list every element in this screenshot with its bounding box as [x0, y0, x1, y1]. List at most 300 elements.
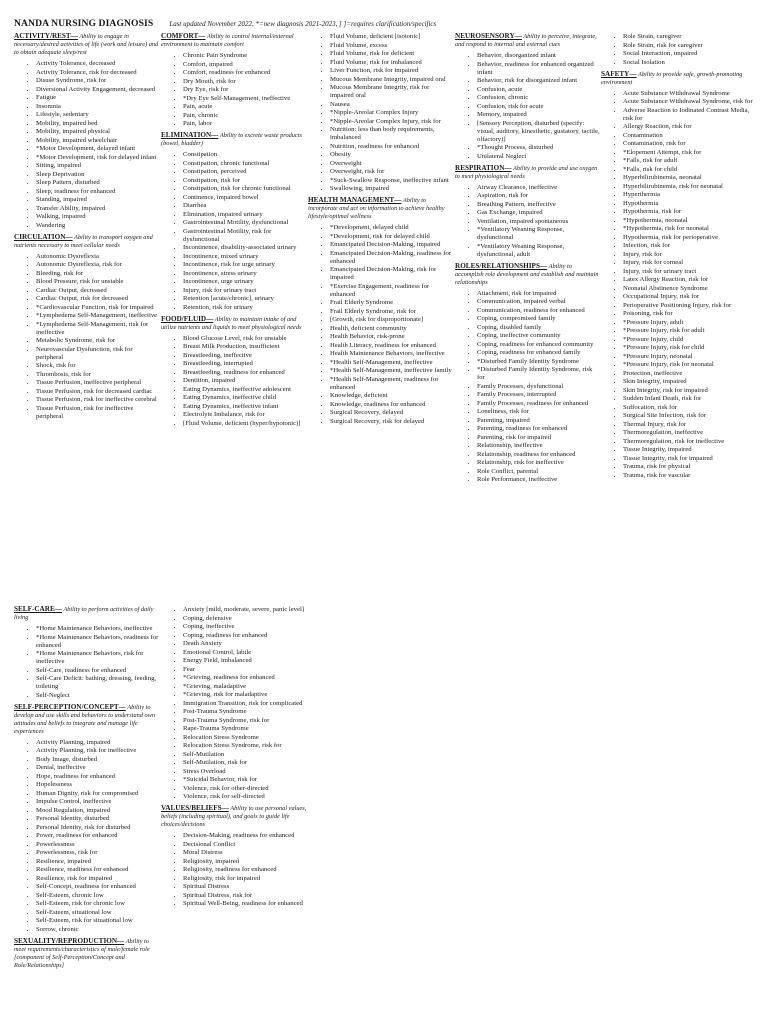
diagnosis-item: • Relationship, risk for ineffective — [477, 459, 601, 467]
diagnosis-item: • *Pressure Injury, child — [623, 336, 753, 344]
diagnosis-section — [161, 804, 307, 908]
diagnosis-section — [161, 131, 307, 312]
diagnosis-item: • Mobility, impaired bed — [36, 120, 160, 128]
diagnosis-item: • Gas Exchange, impaired — [477, 209, 601, 217]
diagnosis-item: • *Suicidal Behavior, risk for — [183, 776, 307, 784]
diagnosis-item: • Acute Substance Withdrawal Syndrome — [623, 90, 753, 98]
diagnosis-item: • Cardiac Output, decreased — [36, 287, 160, 295]
diagnosis-item: • Ventilation, impaired spontaneous — [477, 218, 601, 226]
diagnosis-item: • Autonomic Dysreflexia — [36, 253, 160, 261]
diagnosis-item: • Shock, risk for — [36, 362, 160, 370]
diagnosis-item: • Self-Care, readiness for enhanced — [36, 667, 160, 675]
section-heading: SEXUALITY/REPRODUCTION— — [14, 936, 125, 945]
diagnosis-item: • Overweight — [330, 160, 454, 168]
diagnosis-item: • Emancipated Decision-Making, readiness for enhanced — [330, 250, 454, 266]
diagnosis-item: • Acute Substance Withdrawal Syndrome, risk for — [623, 98, 753, 106]
diagnosis-item: • Relationship, ineffective — [477, 442, 601, 450]
diagnosis-section — [601, 70, 753, 480]
section-heading: NEUROSENSORY— — [455, 32, 522, 40]
diagnosis-item: • Sorrow, chronic — [36, 926, 160, 934]
diagnosis-item: • Tissue Integrity, impaired — [623, 446, 753, 454]
diagnosis-item: • Activity Planning, risk for ineffective — [36, 747, 160, 755]
diagnosis-item: • Coping, readiness for enhanced — [183, 632, 307, 640]
diagnosis-item: • Fear — [183, 666, 307, 674]
diagnosis-item: • Hypothermia, risk for — [623, 208, 753, 216]
diagnosis-item: • Power, readiness for enhanced — [36, 832, 160, 840]
diagnosis-item: • Confusion, acute — [477, 86, 601, 94]
diagnosis-item: • Breastfeeding, readiness for enhanced — [183, 369, 307, 377]
column-1 — [14, 30, 160, 424]
diagnosis-list — [14, 60, 160, 230]
diagnosis-item: • Hyperthermia — [623, 191, 753, 199]
diagnosis-item: • Blood Glucose Level, risk for unstable — [183, 335, 307, 343]
diagnosis-item: • Knowledge, deficient — [330, 392, 454, 400]
diagnosis-item: • Standing, impaired — [36, 196, 160, 204]
section-description: Ability to provide and use oxygen to meet physiological needs — [455, 164, 598, 180]
diagnosis-item: • Confusion, chronic — [477, 94, 601, 102]
section-heading: SELF-PERCEPTION/CONCEPT— — [14, 702, 126, 711]
diagnosis-list — [161, 151, 307, 312]
diagnosis-item: • Breathing Pattern, ineffective — [477, 201, 601, 209]
diagnosis-item: • Thermal Injury, risk for — [623, 421, 753, 429]
diagnosis-item: • Powerlessness — [36, 841, 160, 849]
section-header — [161, 131, 307, 148]
diagnosis-item: • Activity Tolerance, risk for decreased — [36, 69, 160, 77]
diagnosis-item: • *Ventilatory Weaning Response, dysfunctional — [477, 226, 601, 242]
diagnosis-item: • Blood Pressure, risk for unstable — [36, 278, 160, 286]
diagnosis-item: • Energy Field, imbalanced — [183, 657, 307, 665]
diagnosis-item: • Pain, acute — [183, 103, 307, 111]
diagnosis-item: • Airway Clearance, ineffective — [477, 184, 601, 192]
section-header — [161, 32, 307, 49]
diagnosis-item: • Sudden Infant Death, risk for — [623, 395, 753, 403]
diagnosis-item: • Dry Mouth, risk for — [183, 78, 307, 86]
section-header — [455, 32, 601, 49]
diagnosis-item: • Hopelessness — [36, 781, 160, 789]
diagnosis-item: • Human Dignity, risk for compromised — [36, 790, 160, 798]
section-heading: ACTIVITY/REST— — [14, 32, 78, 40]
section-heading: FOOD/FLUID— — [161, 314, 214, 323]
diagnosis-item: • Gastrointestinal Motility, risk for dysfunctional — [183, 228, 307, 244]
diagnosis-section — [601, 33, 753, 67]
section-heading: HEALTH MANAGEMENT— — [308, 196, 402, 204]
diagnosis-item: • *Pressure Injury, risk for child — [623, 344, 753, 352]
diagnosis-item: • Surgical Recovery, delayed — [330, 409, 454, 417]
diagnosis-item: • Parenting, impaired — [477, 417, 601, 425]
diagnosis-item: • Fatigue — [36, 94, 160, 102]
diagnosis-item: • Incontinence, stress urinary — [183, 270, 307, 278]
diagnosis-item: • Body Image, disturbed — [36, 756, 160, 764]
diagnosis-item: • *Home Maintenance Behaviors, readiness for enhanced — [36, 634, 160, 650]
diagnosis-item: • Incontinence, disability-associated urinary — [183, 244, 307, 252]
diagnosis-item: • Cardiac Output, risk for decreased — [36, 295, 160, 303]
diagnosis-item: • Sleep Pattern, disturbed — [36, 179, 160, 187]
diagnosis-item: • *Thought Process, disturbed — [477, 144, 601, 152]
diagnosis-list — [14, 625, 160, 700]
column-4 — [455, 30, 601, 487]
diagnosis-section — [308, 196, 454, 426]
diagnosis-item: • Eating Dynamics, ineffective child — [183, 394, 307, 402]
diagnosis-item: • Personal Identity, risk for disturbed — [36, 824, 160, 832]
diagnosis-item: • Decision-Making, readiness for enhanced — [183, 832, 307, 840]
diagnosis-item: • Anxiety [mild, moderate, severe, panic level] — [183, 606, 307, 614]
section-description: Ability to excrete waste products (bowel, bladder) — [161, 132, 302, 147]
diagnosis-item: • Health Behavior, risk-prone — [330, 333, 454, 341]
section-heading: SAFETY— — [601, 69, 637, 78]
diagnosis-item: • Tissue Perfusion, risk for ineffective cerebral — [36, 396, 160, 404]
diagnosis-item: • Diarrhea — [183, 202, 307, 210]
diagnosis-item: • Constipation, risk for — [183, 177, 307, 185]
diagnosis-item: • Emancipated Decision-Making, impaired — [330, 241, 454, 249]
section-header — [161, 804, 307, 829]
diagnosis-item: • Swallowing, impaired — [330, 185, 454, 193]
diagnosis-item: • Retention, risk for urinary — [183, 304, 307, 312]
diagnosis-list — [161, 335, 307, 428]
diagnosis-item: • *Pressure Injury, risk for adult — [623, 327, 753, 335]
diagnosis-item: • *Grieving, maladaptive — [183, 683, 307, 691]
diagnosis-item: • Constipation, chronic functional — [183, 160, 307, 168]
diagnosis-item: • *Nipple-Areolar Complex Injury, risk for — [330, 118, 454, 126]
diagnosis-item: • Injury, risk for urinary tract — [183, 287, 307, 295]
diagnosis-item: • Role Strain, caregiver — [623, 33, 753, 41]
diagnosis-item: • *Motor Development, delayed infant — [36, 145, 160, 153]
diagnosis-item: • Stress Overload — [183, 768, 307, 776]
diagnosis-item: • Neurovascular Dysfunction, risk for peripheral — [36, 346, 160, 362]
diagnosis-item: • Constipation — [183, 151, 307, 159]
diagnosis-item: • Lifestyle, sedentary — [36, 111, 160, 119]
diagnosis-item: • Pain, chronic — [183, 112, 307, 120]
diagnosis-item: • Bleeding, risk for — [36, 270, 160, 278]
section-header — [455, 164, 601, 181]
diagnosis-item: • Death Anxiety — [183, 640, 307, 648]
update-note: Last updated November 2022, *=new diagnosis 2021-2023, [ ]=requires clarification/specifics — [169, 20, 437, 28]
diagnosis-item: • Unilateral Neglect — [477, 153, 601, 161]
diagnosis-item: • *Falls, risk for child — [623, 166, 753, 174]
diagnosis-item: • Activity Tolerance, decreased — [36, 60, 160, 68]
diagnosis-item: • Self-Esteem, chronic low — [36, 892, 160, 900]
diagnosis-item: • Contamination — [623, 132, 753, 140]
diagnosis-item: • Elimination, impaired urinary — [183, 211, 307, 219]
diagnosis-item: • Mobility, impaired physical — [36, 128, 160, 136]
diagnosis-list — [161, 52, 307, 128]
diagnosis-item: • Constipation, perceived — [183, 168, 307, 176]
diagnosis-item: • Suffocation, risk for — [623, 404, 753, 412]
diagnosis-item: • Frail Elderly Syndrome — [330, 299, 454, 307]
diagnosis-item: • Relationship, readiness for enhanced — [477, 451, 601, 459]
diagnosis-item: • Allergy Reaction, risk for — [623, 123, 753, 131]
diagnosis-item: • Skin Integrity, risk for impaired — [623, 387, 753, 395]
diagnosis-item: • Breastfeeding, ineffective — [183, 352, 307, 360]
diagnosis-item: • [Fluid Volume, deficient (hyper/hypotonic)] — [183, 420, 307, 428]
diagnosis-item: • Family Processes, readiness for enhanced — [477, 400, 601, 408]
diagnosis-item: • Relocation Stress Syndrome, risk for — [183, 742, 307, 750]
diagnosis-item: • Diversional Activity Engagement, decreased — [36, 86, 160, 94]
diagnosis-item: • Transfer Ability, impaired — [36, 205, 160, 213]
diagnosis-item: • *Disturbed Family Identity Syndrome, risk for — [477, 366, 601, 382]
diagnosis-item: • [Sensory Perception, disturbed (specify: visual, auditory, kinesthetic, gustatory, tactile, olfactory)] — [477, 120, 601, 144]
diagnosis-item: • *Lymphedema Self-Management, ineffective — [36, 312, 160, 320]
column-2 — [161, 30, 307, 431]
diagnosis-item: • *Exercise Engagement, readiness for enhanced — [330, 283, 454, 299]
column-7 — [161, 603, 307, 911]
diagnosis-item: • Parenting, risk for impaired — [477, 434, 601, 442]
diagnosis-item: • Incontinence, mixed urinary — [183, 253, 307, 261]
diagnosis-item: • Dentition, impaired — [183, 377, 307, 385]
diagnosis-section — [161, 32, 307, 128]
diagnosis-list — [14, 253, 160, 421]
diagnosis-item: • Protection, ineffective — [623, 370, 753, 378]
diagnosis-item: • Adverse Reaction to Iodinated Contrast Media, risk for — [623, 107, 753, 123]
diagnosis-item: • Violence, risk for other-directed — [183, 785, 307, 793]
diagnosis-item: • Infection, risk for — [623, 242, 753, 250]
diagnosis-item: • Fluid Volume, risk for imbalanced — [330, 59, 454, 67]
section-description: Ability to maintain intake of and utilize nutrients and liquids to meet physiological needs — [161, 315, 302, 331]
diagnosis-item: • Decisional Conflict — [183, 841, 307, 849]
diagnosis-item: • Fluid Volume, risk for deficient — [330, 50, 454, 58]
diagnosis-item: • [Growth, risk for disproportionate] — [330, 316, 454, 324]
diagnosis-item: • *Nipple-Areolar Complex Injury — [330, 109, 454, 117]
section-header — [308, 196, 454, 221]
diagnosis-item: • Coping, readiness for enhanced family — [477, 349, 601, 357]
section-header — [14, 233, 160, 250]
diagnosis-item: • Tissue Perfusion, risk for decreased cardiac — [36, 388, 160, 396]
diagnosis-section — [308, 33, 454, 193]
diagnosis-item: • Powerlessness, risk for — [36, 849, 160, 857]
diagnosis-item: • Immigration Transition, risk for complicated — [183, 700, 307, 708]
diagnosis-item: • Violence, risk for self-directed — [183, 793, 307, 801]
section-description: Ability to transport oxygen and nutrients necessary to meet cellular needs — [14, 233, 153, 249]
diagnosis-item: • Retention [acute/chronic], urinary — [183, 295, 307, 303]
diagnosis-item: • Trauma, risk for vascular — [623, 472, 753, 480]
diagnosis-section — [455, 164, 601, 259]
page-title: NANDA NURSING DIAGNOSIS — [14, 18, 154, 29]
diagnosis-item: • Coping, disabled family — [477, 324, 601, 332]
diagnosis-item: • Dry Eye, risk for — [183, 86, 307, 94]
diagnosis-item: • Social Isolation — [623, 59, 753, 67]
diagnosis-item: • *Pressure Injury, risk for neonatal — [623, 361, 753, 369]
diagnosis-item: • Post-Trauma Syndrome, risk for — [183, 717, 307, 725]
diagnosis-item: • Hypothermia, risk for perioperative — [623, 234, 753, 242]
diagnosis-item: • Nutrition, readiness for enhanced — [330, 143, 454, 151]
diagnosis-item: • Coping, ineffective — [183, 623, 307, 631]
diagnosis-list — [14, 739, 160, 934]
diagnosis-item: • Self-Neglect — [36, 692, 160, 700]
section-header — [601, 70, 753, 87]
section-heading: RESPIRATION— — [455, 163, 512, 172]
diagnosis-list — [161, 606, 307, 801]
diagnosis-item: • *Motor Development, risk for delayed infant — [36, 154, 160, 162]
diagnosis-item: • Confusion, risk for acute — [477, 103, 601, 111]
diagnosis-item: • Self-Mutilation — [183, 751, 307, 759]
diagnosis-item: • Insomnia — [36, 103, 160, 111]
diagnosis-item: • Breast Milk Production, insufficient — [183, 343, 307, 351]
diagnosis-item: • Behavior, readiness for enhanced organized infant — [477, 61, 601, 77]
diagnosis-item: • *Lymphedema Self-Management, risk for ineffective — [36, 321, 160, 337]
diagnosis-item: • Mucous Membrane Integrity, risk for impaired oral — [330, 84, 454, 100]
diagnosis-item: • Liver Function, risk for impaired — [330, 67, 454, 75]
section-description: Ability to perceive, integrate, and respond to internal and external cues — [455, 33, 597, 48]
diagnosis-item: • Fluid Volume, excess — [330, 42, 454, 50]
diagnosis-item: • *Disturbed Family Identity Syndrome — [477, 358, 601, 366]
diagnosis-item: • Behavior, disorganized infant — [477, 52, 601, 60]
diagnosis-item: • Coping, ineffective community — [477, 332, 601, 340]
diagnosis-item: • *Grieving, risk for maladaptive — [183, 691, 307, 699]
diagnosis-item: • *Grieving, readiness for enhanced — [183, 674, 307, 682]
section-header — [455, 262, 601, 287]
diagnosis-item: • Incontinence, urge urinary — [183, 278, 307, 286]
diagnosis-list — [455, 290, 601, 485]
diagnosis-item: • Personal Identity, disturbed — [36, 815, 160, 823]
diagnosis-item: • Family Processes, dysfunctional — [477, 383, 601, 391]
diagnosis-item: • Spiritual Distress — [183, 883, 307, 891]
diagnosis-item: • *Development, risk for delayed child — [330, 233, 454, 241]
diagnosis-item: • Sleep Deprivation — [36, 171, 160, 179]
diagnosis-item: • Chronic Pain Syndrome — [183, 52, 307, 60]
diagnosis-list — [308, 33, 454, 193]
diagnosis-list — [455, 184, 601, 259]
section-heading: SELF-CARE— — [14, 605, 62, 613]
diagnosis-item: • Thrombosis, risk for — [36, 371, 160, 379]
diagnosis-item: • Neonatal Abstinence Syndrome — [623, 285, 753, 293]
diagnosis-item: • Breastfeeding, interrupted — [183, 360, 307, 368]
diagnosis-item: • Hyperbilirubinemia, neonatal — [623, 174, 753, 182]
diagnosis-item: • Spiritual Distress, risk for — [183, 892, 307, 900]
diagnosis-item: • Emotional Control, labile — [183, 649, 307, 657]
diagnosis-item: • Religiosity, risk for impaired — [183, 875, 307, 883]
diagnosis-item: • Comfort, impaired — [183, 61, 307, 69]
diagnosis-item: • Communication, impaired verbal — [477, 298, 601, 306]
diagnosis-item: • Health, deficient community — [330, 325, 454, 333]
diagnosis-item: • *Cardiovascular Function, risk for impaired — [36, 304, 160, 312]
diagnosis-item: • Occupational Injury, risk for — [623, 293, 753, 301]
diagnosis-item: • Thermoregulation, risk for ineffective — [623, 438, 753, 446]
diagnosis-item: • Self-Esteem, situational low — [36, 909, 160, 917]
diagnosis-item: • Social Interaction, impaired — [623, 50, 753, 58]
section-header — [14, 937, 160, 970]
diagnosis-item: • Role Strain, risk for caregiver — [623, 42, 753, 50]
diagnosis-item: • *Health Self-Management, ineffective family — [330, 367, 454, 375]
diagnosis-item: • Resilience, risk for impaired — [36, 875, 160, 883]
diagnosis-item: • Relocation Stress Syndrome — [183, 734, 307, 742]
page-header — [14, 13, 759, 27]
diagnosis-item: • *Health Self-Management, readiness for enhanced — [330, 376, 454, 392]
section-header — [161, 315, 307, 332]
column-6 — [14, 603, 160, 972]
section-heading: ELIMINATION— — [161, 131, 219, 139]
diagnosis-item: • Self-Mutilation, risk for — [183, 759, 307, 767]
section-heading: CIRCULATION— — [14, 232, 73, 241]
diagnosis-item: • *Dry Eye Self-Management, ineffective — [183, 95, 307, 103]
diagnosis-item: • Denial, ineffective — [36, 764, 160, 772]
diagnosis-item: • Loneliness, risk for — [477, 408, 601, 416]
diagnosis-item: • *Elopement Attempt, risk for — [623, 149, 753, 157]
diagnosis-section — [161, 606, 307, 801]
diagnosis-item: • Latex Allergy Reaction, risk for — [623, 276, 753, 284]
section-description: Ability to use personal values, beliefs (including spiritual), and goals to guide life choices/decisions — [161, 805, 307, 828]
diagnosis-item: • Coping, readiness for enhanced community — [477, 341, 601, 349]
diagnosis-item: • Overweight, risk for — [330, 168, 454, 176]
diagnosis-item: • Aspiration, risk for — [477, 192, 601, 200]
diagnosis-section — [14, 703, 160, 934]
diagnosis-item: • Emancipated Decision-Making, risk for impaired — [330, 266, 454, 282]
section-heading: VALUES/BELIEFS— — [161, 804, 229, 812]
diagnosis-item: • Metabolic Syndrome, risk for — [36, 337, 160, 345]
diagnosis-section — [455, 262, 601, 485]
diagnosis-item: • *Hypothermia, neonatal — [623, 217, 753, 225]
diagnosis-item: • Mucous Membrane Integrity, impaired oral — [330, 76, 454, 84]
diagnosis-item: • Trauma, risk for physical — [623, 463, 753, 471]
diagnosis-item: • Post-Trauma Syndrome — [183, 708, 307, 716]
diagnosis-item: • Knowledge, readiness for enhanced — [330, 401, 454, 409]
section-description: Ability to engage in necessary/desired activities of life (work and leisure) and to obtain adequate sleep/rest — [14, 33, 159, 56]
diagnosis-item: • Injury, risk for urinary tract — [623, 268, 753, 276]
diagnosis-item: • Self-Esteem, risk for situational low — [36, 917, 160, 925]
diagnosis-item: • Impulse Control, ineffective — [36, 798, 160, 806]
diagnosis-item: • Injury, risk for — [623, 251, 753, 259]
diagnosis-item: • Mood Regulation, impaired — [36, 807, 160, 815]
diagnosis-item: • Resilience, impaired — [36, 858, 160, 866]
diagnosis-item: • *Falls, risk for adult — [623, 157, 753, 165]
diagnosis-item: • Self-Esteem, risk for chronic low — [36, 900, 160, 908]
diagnosis-item: • Sleep, readiness for enhanced — [36, 188, 160, 196]
diagnosis-item: • *Pressure Injury, neonatal — [623, 353, 753, 361]
diagnosis-section — [161, 315, 307, 428]
diagnosis-item: • Mobility, impaired wheelchair — [36, 137, 160, 145]
diagnosis-item: • Rape-Trauma Syndrome — [183, 725, 307, 733]
section-description: Ability to develop and use skills and behaviors to understand own attitudes and beliefs to integrate and manage life experiences — [14, 703, 155, 735]
diagnosis-item: • Hyperbilirubinemia, risk for neonatal — [623, 183, 753, 191]
diagnosis-item: • Self-Concept, readiness for enhanced — [36, 883, 160, 891]
section-heading: ROLES/RELATIONSHIPS— — [455, 261, 548, 270]
section-header — [14, 32, 160, 57]
diagnosis-item: • *Health Self-Management, ineffective — [330, 359, 454, 367]
diagnosis-section — [14, 937, 160, 970]
diagnosis-item: • Electrolyte Imbalance, risk for — [183, 411, 307, 419]
diagnosis-item: • *Hypothermia, risk for neonatal — [623, 225, 753, 233]
diagnosis-item: • Tissue Integrity, risk for impaired — [623, 455, 753, 463]
diagnosis-item: • Nausea — [330, 101, 454, 109]
diagnosis-item: • Injury, risk for corneal — [623, 259, 753, 267]
diagnosis-item: • Contamination, risk for — [623, 140, 753, 148]
diagnosis-item: • Role Performance, ineffective — [477, 476, 601, 484]
diagnosis-item: • *Suck-Swallow Response, ineffective infant — [330, 177, 454, 185]
diagnosis-item: • Incontinence, risk for urge urinary — [183, 261, 307, 269]
diagnosis-list — [601, 90, 753, 480]
diagnosis-item: • Hope, readiness for enhanced — [36, 773, 160, 781]
diagnosis-item: • Comfort, readiness for enhanced — [183, 69, 307, 77]
diagnosis-item: • Surgical Recovery, risk for delayed — [330, 418, 454, 426]
diagnosis-item: • Walking, impaired — [36, 213, 160, 221]
diagnosis-item: • Behavior, risk for disorganized infant — [477, 77, 601, 85]
diagnosis-item: • *Pressure Injury, adult — [623, 319, 753, 327]
diagnosis-item: • Health Maintenance Behaviors, ineffective — [330, 350, 454, 358]
diagnosis-list — [601, 33, 753, 67]
diagnosis-item: • Tissue Perfusion, risk for ineffective peripheral — [36, 405, 160, 421]
diagnosis-item: • Sitting, impaired — [36, 162, 160, 170]
diagnosis-item: • Poisoning, risk for — [623, 310, 753, 318]
section-header — [14, 703, 160, 736]
section-description: Ability to provide safe, growth-promoting environment — [601, 70, 743, 86]
diagnosis-item: • Communication, readiness for enhanced — [477, 307, 601, 315]
diagnosis-item: • Self-Care Deficit: bathing, dressing, feeding, toileting — [36, 675, 160, 691]
diagnosis-list — [455, 52, 601, 161]
diagnosis-item: • Disuse Syndrome, risk for — [36, 77, 160, 85]
diagnosis-item: • Fluid Volume, deficient [isotonic] — [330, 33, 454, 41]
diagnosis-item: • *Home Maintenance Behaviors, risk for ineffective — [36, 650, 160, 666]
section-heading: COMFORT— — [161, 32, 206, 40]
diagnosis-item: • Activity Planning, impaired — [36, 739, 160, 747]
diagnosis-item: • Perioperative Positioning Injury, risk for — [623, 302, 753, 310]
